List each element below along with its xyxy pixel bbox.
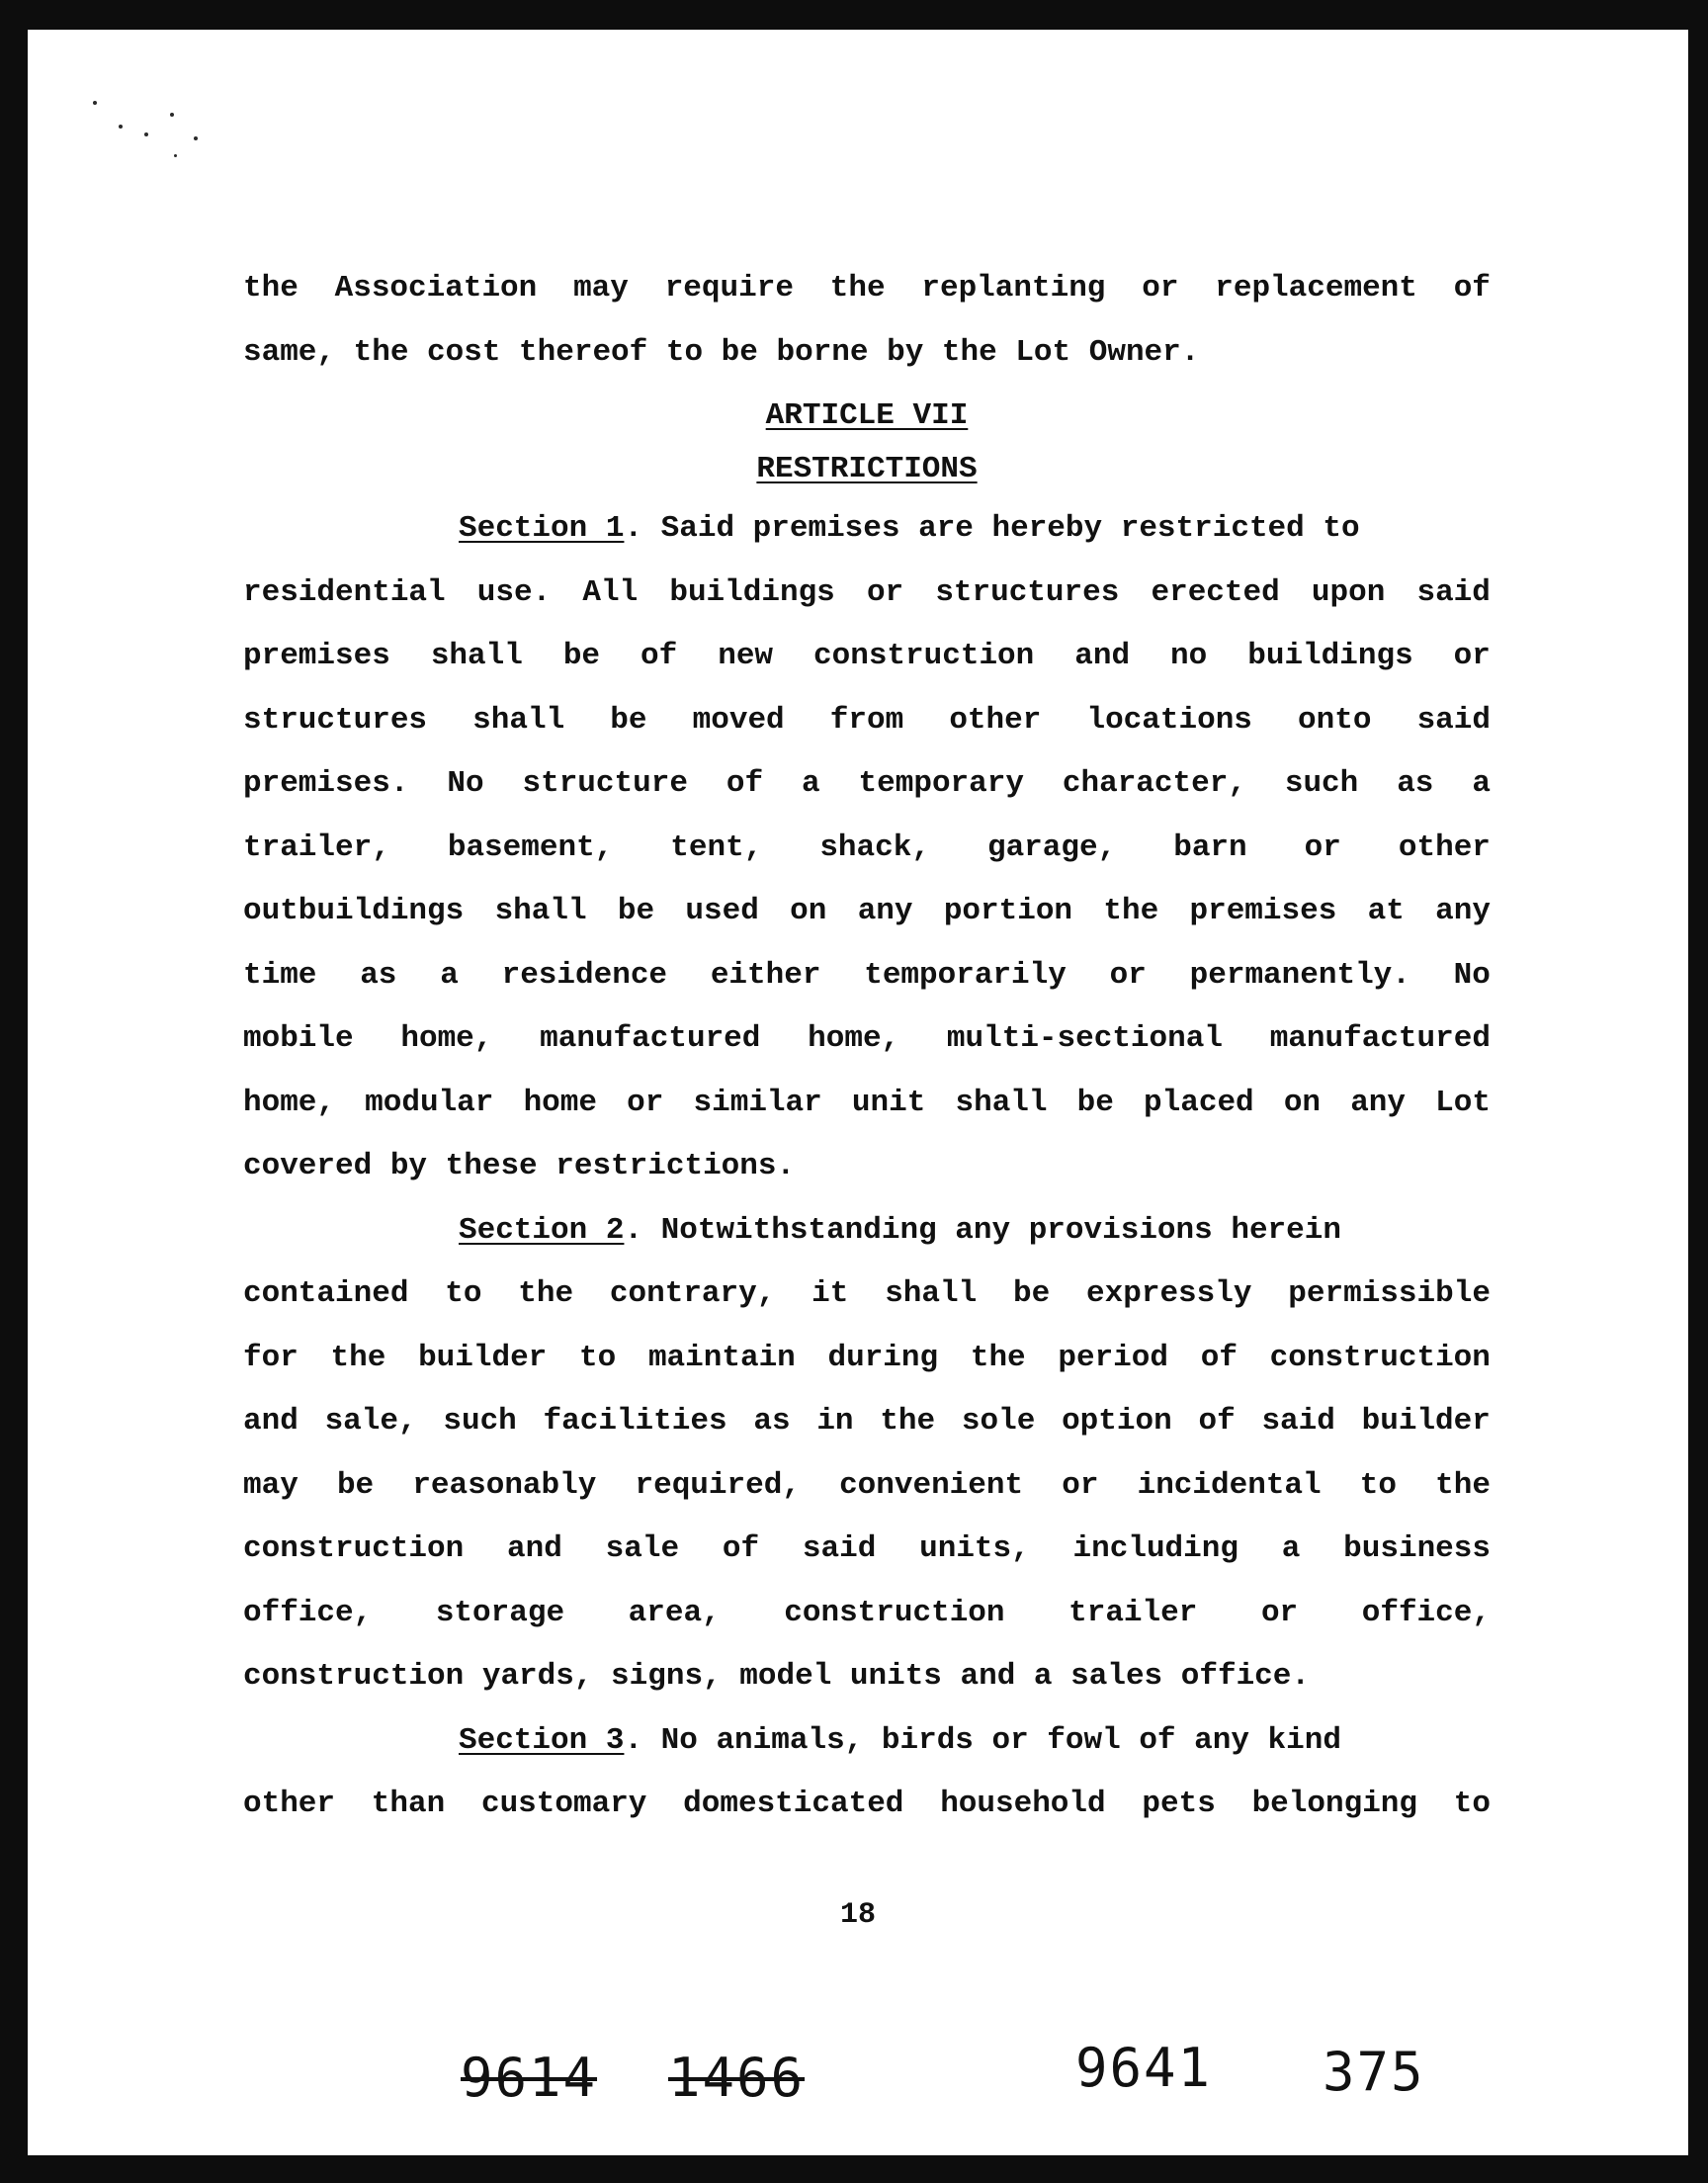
section1-word: premises xyxy=(1189,894,1337,928)
intro-line-1-word: or xyxy=(1142,271,1179,306)
intro-line-1-word: of xyxy=(1453,271,1491,306)
section3-word: household xyxy=(940,1787,1106,1821)
section2-line xyxy=(243,1454,1491,1519)
section1-word: residence xyxy=(501,957,668,993)
page-number: 18 xyxy=(839,1898,876,1932)
section1-word: temporarily xyxy=(864,957,1067,993)
section1-word: or xyxy=(627,1085,664,1120)
section1-word: be xyxy=(617,894,655,928)
section3-word: domesticated xyxy=(683,1787,904,1821)
section3-word: customary xyxy=(480,1787,647,1821)
section2-word: to xyxy=(579,1340,617,1375)
section2-word: convenient xyxy=(839,1467,1024,1503)
section1-word: such xyxy=(1284,766,1359,801)
section2-line xyxy=(243,1263,1491,1327)
section2-word: be xyxy=(1013,1276,1051,1311)
section1-word: shall xyxy=(472,702,565,738)
section2-word: contained xyxy=(243,1276,409,1311)
section1-word: Lot xyxy=(1435,1085,1491,1120)
section1-word: no xyxy=(1170,639,1208,673)
section1-line xyxy=(243,689,1491,753)
section1-word: or xyxy=(866,574,904,610)
section1-word: other xyxy=(949,702,1042,738)
section1-word: said xyxy=(1416,702,1491,738)
document-page xyxy=(28,30,1688,2155)
section1-line xyxy=(243,944,1491,1008)
section1-line xyxy=(243,817,1491,881)
intro-line-1-word: replacement xyxy=(1215,271,1417,306)
section3-word: to xyxy=(1453,1787,1491,1821)
section1-line xyxy=(243,625,1491,689)
section1-word: or xyxy=(1304,830,1341,865)
section1-line xyxy=(243,752,1491,817)
section3-word: pets xyxy=(1142,1787,1216,1821)
section1-word: No xyxy=(447,766,484,801)
section1-word: on xyxy=(1283,1085,1322,1120)
section-3-first-line: . No animals, birds or fowl of any kind xyxy=(624,1722,1341,1758)
section2-word: of xyxy=(1198,1404,1236,1439)
section1-word: structures xyxy=(935,574,1120,610)
section2-word: builder xyxy=(418,1340,548,1375)
section1-word: structure xyxy=(522,766,688,801)
scan-speck xyxy=(144,132,148,136)
recording-stamp-book: 9641 xyxy=(1075,2037,1213,2099)
section1-word: of xyxy=(640,639,678,673)
section1-word: locations xyxy=(1086,702,1252,738)
section2-word: including xyxy=(1072,1531,1238,1566)
section1-word: as xyxy=(1397,766,1434,801)
section1-word: multi-sectional xyxy=(946,1021,1223,1056)
intro-line-1-word: the xyxy=(829,271,886,306)
section-2-first-line: . Notwithstanding any provisions herein xyxy=(624,1212,1341,1248)
section3-word: belonging xyxy=(1251,1787,1418,1821)
section2-line xyxy=(243,1518,1491,1582)
section2-word: the xyxy=(880,1404,936,1439)
section1-word: similar xyxy=(693,1085,822,1120)
section2-word: required, xyxy=(635,1467,801,1503)
scan-speck xyxy=(194,136,198,140)
section1-word: character, xyxy=(1062,766,1246,801)
section1-word: a xyxy=(1472,766,1491,801)
section1-word: No xyxy=(1453,957,1491,993)
section1-word: and xyxy=(1074,639,1131,673)
section1-word: use. xyxy=(476,574,552,610)
body-text xyxy=(243,257,1491,1837)
section1-word: premises xyxy=(243,639,390,673)
section2-word: expressly xyxy=(1086,1276,1252,1311)
section1-word: structures xyxy=(243,702,428,738)
section1-word: residential xyxy=(243,574,446,610)
section2-word: to xyxy=(1359,1467,1397,1503)
section2-word: business xyxy=(1343,1531,1491,1566)
section1-word: modular xyxy=(365,1085,494,1120)
section2-word: office, xyxy=(243,1595,373,1630)
section1-word: time xyxy=(243,957,317,993)
intro-line-1 xyxy=(243,257,1491,321)
section2-word: may xyxy=(243,1467,299,1503)
section1-word: either xyxy=(710,957,821,993)
section1-word: buildings xyxy=(669,574,835,610)
section1-word: home, xyxy=(400,1021,493,1056)
section2-word: sale, xyxy=(324,1404,417,1439)
section3-word: other xyxy=(243,1787,336,1821)
section1-word: be xyxy=(562,639,601,673)
section1-word: other xyxy=(1398,830,1491,865)
intro-line-1-word: the xyxy=(243,271,299,306)
section2-word: area, xyxy=(628,1595,721,1630)
section2-word: said xyxy=(802,1531,877,1566)
section-2-body xyxy=(243,1263,1491,1709)
section1-line-text: covered by these restrictions. xyxy=(243,1149,796,1183)
section2-word: construction xyxy=(1269,1340,1491,1375)
section2-word: the xyxy=(1435,1467,1491,1503)
section1-word: any xyxy=(1435,894,1491,928)
section2-word: facilities xyxy=(543,1404,727,1439)
section1-word: basement, xyxy=(447,830,614,865)
intro-line-2 xyxy=(243,321,1491,386)
section2-word: office, xyxy=(1361,1595,1491,1630)
section1-word: be xyxy=(610,702,647,738)
section2-word: of xyxy=(1200,1340,1238,1375)
section2-word: of xyxy=(722,1531,760,1566)
section1-word: upon xyxy=(1311,574,1386,610)
section2-word: storage xyxy=(435,1595,565,1630)
section1-word: barn xyxy=(1173,830,1247,865)
section1-word: placed xyxy=(1144,1085,1254,1120)
section1-word: a xyxy=(440,957,459,993)
section1-word: erected xyxy=(1151,574,1280,610)
section2-word: such xyxy=(443,1404,517,1439)
section2-line-text: construction yards, signs, model units and a sales office. xyxy=(243,1659,1310,1694)
section1-word: mobile xyxy=(243,1021,354,1056)
section2-word: shall xyxy=(885,1276,978,1311)
section2-word: permissible xyxy=(1288,1276,1491,1311)
section2-word: for xyxy=(243,1340,299,1375)
intro-line-1-word: Association xyxy=(334,271,538,306)
section1-line xyxy=(243,1135,1491,1199)
section2-line xyxy=(243,1645,1491,1709)
section1-word: said xyxy=(1416,574,1491,610)
section2-word: a xyxy=(1281,1531,1301,1566)
recording-stamp-page: 375 xyxy=(1323,2041,1425,2103)
section2-word: construction xyxy=(784,1595,1005,1630)
section1-word: on xyxy=(790,894,827,928)
section-3-body xyxy=(243,1773,1491,1837)
section1-word: a xyxy=(802,766,820,801)
section2-word: said xyxy=(1261,1404,1335,1439)
section1-word: garage, xyxy=(986,830,1117,865)
section2-word: in xyxy=(816,1404,854,1439)
section1-word: or xyxy=(1453,639,1491,673)
section2-word: or xyxy=(1260,1595,1299,1630)
section1-word: at xyxy=(1367,894,1405,928)
section-1-first-line: . Said premises are hereby restricted to xyxy=(624,511,1360,546)
section2-word: builder xyxy=(1361,1404,1491,1439)
article-subheading xyxy=(243,442,1491,497)
section2-line xyxy=(243,1390,1491,1454)
section1-word: moved xyxy=(692,702,785,738)
section1-word: shack, xyxy=(819,830,930,865)
section1-line xyxy=(243,880,1491,944)
section2-word: and xyxy=(507,1531,562,1566)
section2-word: the xyxy=(518,1276,574,1311)
section2-word: incidental xyxy=(1137,1467,1322,1503)
section1-word: temporary xyxy=(858,766,1024,801)
section1-word: outbuildings xyxy=(243,894,465,928)
section1-word: shall xyxy=(430,639,523,673)
section2-word: to xyxy=(445,1276,482,1311)
section1-word: home, xyxy=(808,1021,900,1056)
section2-word: reasonably xyxy=(412,1467,597,1503)
section-3-heading-line xyxy=(243,1709,1491,1774)
scan-speck xyxy=(93,101,97,105)
section2-word: and xyxy=(243,1404,299,1439)
section2-word: the xyxy=(970,1340,1026,1375)
section-1-label: Section 1 xyxy=(459,511,625,546)
section2-line xyxy=(243,1582,1491,1646)
section1-word: used xyxy=(685,894,759,928)
section1-line xyxy=(243,562,1491,626)
section2-line xyxy=(243,1327,1491,1391)
section2-word: construction xyxy=(243,1531,465,1566)
section2-word: or xyxy=(1062,1467,1099,1503)
section1-word: permanently. xyxy=(1189,957,1410,993)
section2-word: units, xyxy=(919,1531,1030,1566)
section1-word: from xyxy=(829,702,904,738)
section1-word: shall xyxy=(494,894,587,928)
section2-word: sale xyxy=(605,1531,680,1566)
section2-word: the xyxy=(330,1340,386,1375)
section1-word: shall xyxy=(955,1085,1048,1120)
section1-word: be xyxy=(1076,1085,1114,1120)
section3-word: than xyxy=(371,1787,446,1821)
section2-word: trailer xyxy=(1068,1595,1198,1630)
scan-speck xyxy=(174,154,177,157)
section1-word: portion xyxy=(943,894,1073,928)
recording-stamp-struck-book: 9614 xyxy=(461,2047,598,2109)
section1-line xyxy=(243,1072,1491,1136)
section2-word: it xyxy=(811,1276,849,1311)
section1-word: construction xyxy=(813,639,1035,673)
section-2-heading-line xyxy=(243,1199,1491,1264)
section2-word: option xyxy=(1062,1404,1172,1439)
article-subheading-text: RESTRICTIONS xyxy=(756,452,978,486)
section1-word: buildings xyxy=(1247,639,1413,673)
section2-word: be xyxy=(336,1467,375,1503)
section1-word: or xyxy=(1109,957,1147,993)
intro-line-1-word: may xyxy=(573,271,629,306)
section1-word: of xyxy=(726,766,764,801)
section1-word: premises. xyxy=(243,766,409,801)
intro-line-2-text: same, the cost thereof to be borne by the Lot Owner. xyxy=(243,334,1200,370)
section-2-label: Section 2 xyxy=(459,1212,625,1248)
section1-word: manufactured xyxy=(1269,1021,1491,1056)
section1-word: All xyxy=(582,574,639,610)
article-heading-text: ARTICLE VII xyxy=(765,398,969,433)
section3-line xyxy=(243,1773,1491,1837)
section2-word: as xyxy=(753,1404,791,1439)
section-1-body xyxy=(243,562,1491,1199)
intro-line-1-word: require xyxy=(664,271,794,306)
section1-word: manufactured xyxy=(540,1021,761,1056)
intro-line-1-word: replanting xyxy=(921,271,1106,306)
section-3-label: Section 3 xyxy=(459,1722,625,1758)
section1-word: any xyxy=(1350,1085,1406,1120)
section1-word: as xyxy=(360,957,397,993)
section1-word: onto xyxy=(1298,702,1372,738)
section-1-heading-line xyxy=(243,497,1491,562)
section2-word: period xyxy=(1058,1340,1168,1375)
section1-word: the xyxy=(1103,894,1159,928)
section1-word: new xyxy=(718,639,774,673)
section1-word: any xyxy=(857,894,913,928)
scan-speck xyxy=(170,113,174,117)
scan-speck xyxy=(119,125,123,129)
section2-word: during xyxy=(827,1340,939,1375)
section1-word: home, xyxy=(243,1085,336,1120)
article-heading xyxy=(243,391,1491,442)
section2-word: maintain xyxy=(647,1340,796,1375)
recording-stamp-struck-page: 1466 xyxy=(668,2047,806,2109)
section1-word: home xyxy=(523,1085,597,1120)
section2-word: sole xyxy=(961,1404,1036,1439)
section1-word: trailer, xyxy=(243,830,390,865)
section2-word: contrary, xyxy=(609,1276,776,1311)
section1-line xyxy=(243,1007,1491,1072)
section1-word: tent, xyxy=(670,830,763,865)
section1-word: unit xyxy=(851,1085,926,1120)
